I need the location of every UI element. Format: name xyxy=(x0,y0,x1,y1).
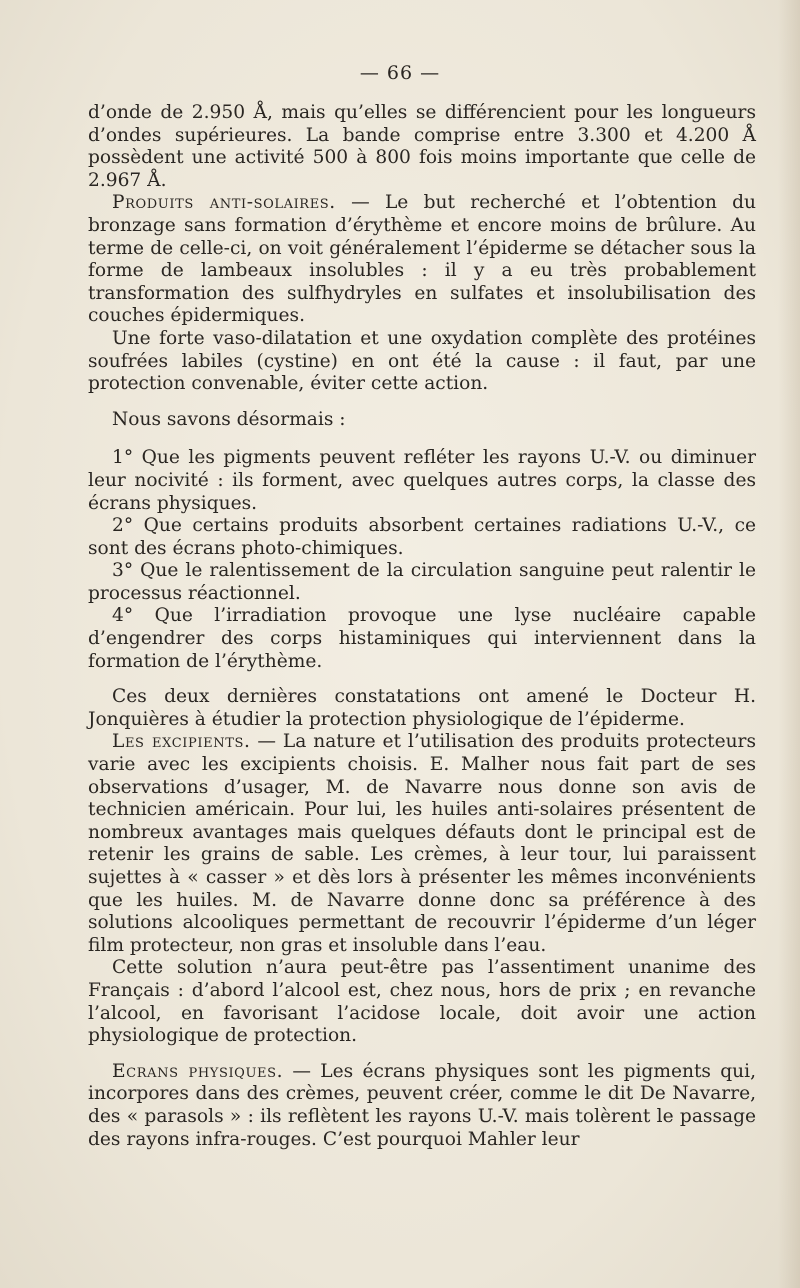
paragraph-text: — Le but recherché et l’obtention du bronzage sans formation d’érythème et encore moins de brûlure. Au terme de celle-ci, on voit généralement l’épiderme se détacher sous la forme de lambeaux insolubles : il y a eu très probablement transformation des sulfhydryles en sulfates et insolubilisation des couches épidermiques. xyxy=(88,192,756,327)
section-heading-physical-screens: Ecrans physiques. xyxy=(112,1060,284,1082)
paragraph-solution: Cette solution n’aura peut-être pas l’assentiment unanime des Français : d’abord l’alcool est, chez nous, hors de prix ; en revanche l’alcool, en favorisant l’acidose locale, doit avoir une action physiologique de protection. xyxy=(88,957,756,1047)
paragraph-text: — La nature et l’utilisation des produits protecteurs varie avec les excipients choisis. E. Malher nous fait part de ses observations d’usager, M. de Navarre nous donne son avis de technicien américain. Pour lui, les huiles anti-solaires présentent de nombreux avantages mais quelques défauts dont le principal est de retenir les grains de sable. Les crèmes, à leur tour, lui paraissent sujettes à « casser » et dès lors à présenter les mêmes inconvénients que les huiles. M. de Navarre donne donc sa préférence à des solutions alcooliques permettant de recouvrir l’épiderme d’un léger film protecteur, non gras et insoluble dans l’eau. xyxy=(88,731,756,956)
paragraph-vasodilatation: Une forte vaso-dilatation et une oxydation complète des protéines soufrées labiles (cystine) en ont été la cause : il faut, par une protection convenable, éviter cette action. xyxy=(88,327,756,395)
paragraph-physical-screens xyxy=(88,1061,756,1151)
paragraph-continuation: d’onde de 2.950 Å, mais qu’elles se différencient pour les longueurs d’ondes supérieures. La bande comprise entre 3.300 et 4.200 Å possèdent une activité 500 à 800 fois moins importante que celle de 2.967 Å. xyxy=(88,102,756,191)
paragraph-excipients xyxy=(88,731,756,957)
list-item-3: 3° Que le ralentissement de la circulation sanguine peut ralentir le processus réactionnel. xyxy=(88,560,756,604)
paragraph-we-know: Nous savons désormais : xyxy=(112,408,346,430)
page-edge-shadow xyxy=(778,0,800,1288)
paragraph-jonquieres: Ces deux dernières constatations ont amené le Docteur H. Jonquières à étudier la protection physiologique de l’épiderme. xyxy=(88,686,756,730)
list-item-4: 4° Que l’irradiation provoque une lyse nucléaire capable d’engendrer des corps histaminiques qui interviennent dans la formation de l’érythème. xyxy=(88,605,756,672)
page-number: — 66 — xyxy=(359,62,441,84)
list-item-1: 1° Que les pigments peuvent refléter les rayons U.-V. ou diminuer leur nocivité : ils forment, avec quelques autres corps, la classe des écrans physiques. xyxy=(88,447,756,514)
body-text xyxy=(88,102,756,1151)
paragraph-anti-solar-products xyxy=(88,192,756,328)
paragraph-text: — Les écrans physiques sont les pigments qui, incorpores dans des crèmes, peuvent créer, comme le dit De Navarre, des « parasols » : ils reflètent les rayons U.-V. mais tolèrent le passage des rayons infra-rouges. C’est pourquoi Mahler leur xyxy=(88,1060,756,1150)
section-heading-anti-solar: Produits anti-solaires. xyxy=(112,192,336,214)
section-heading-excipients: Les excipients. xyxy=(112,731,251,753)
list-item-2: 2° Que certains produits absorbent certaines radiations U.-V., ce sont des écrans photo-chimiques. xyxy=(88,515,756,559)
